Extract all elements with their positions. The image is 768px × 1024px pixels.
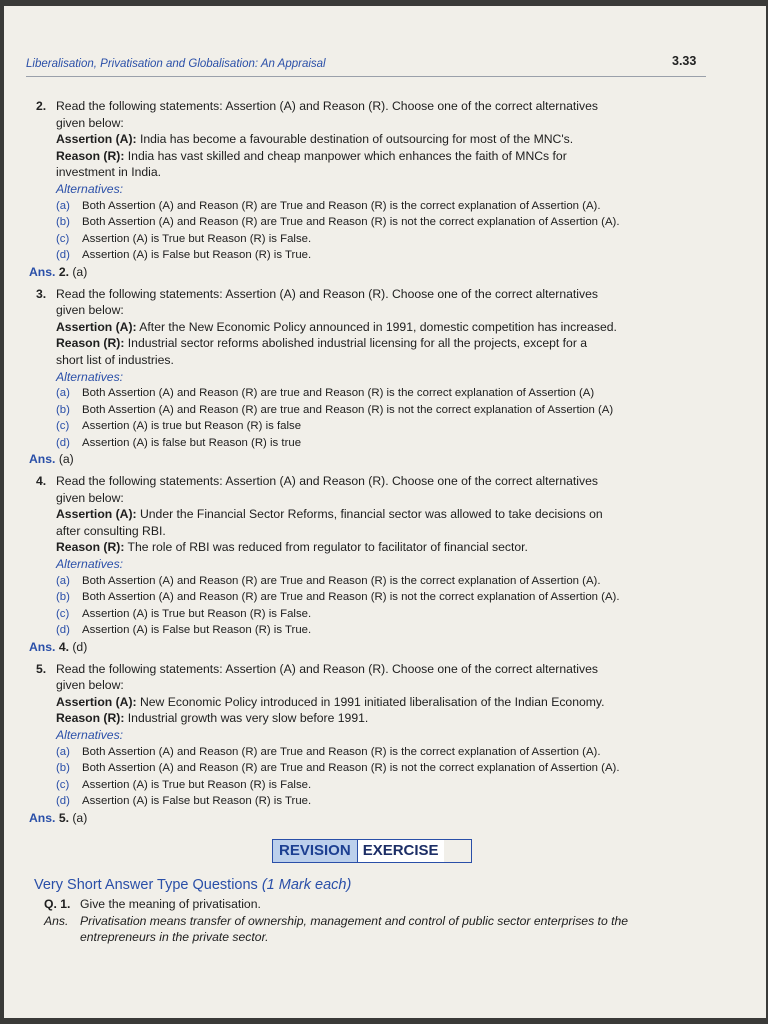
header-divider	[26, 76, 706, 77]
vs-answer-text-cont: entrepreneurs in the private sector.	[80, 930, 269, 945]
reason-line	[56, 335, 716, 352]
answer-number: 5.	[58, 810, 69, 825]
option-b	[56, 589, 716, 606]
option-letter: (a)	[56, 574, 70, 587]
reason-label: Reason (R):	[56, 148, 125, 163]
reason-text-cont: short list of industries.	[56, 352, 174, 367]
option-text: Both Assertion (A) and Reason (R) are True and Reason (R) is the correct explanation of Assertion (A).	[82, 199, 601, 212]
answer-value: (a)	[72, 264, 88, 279]
answer-value: (d)	[72, 640, 88, 654]
option-letter: (d)	[56, 249, 70, 262]
option-letter: (b)	[56, 216, 70, 229]
section-heading-text: Very Short Answer Type Questions	[34, 876, 262, 893]
option-d	[56, 435, 716, 452]
vs-answer-1	[44, 913, 716, 930]
assertion-text: New Economic Policy introduced in 1991 initiated liberalisation of the Indian Economy.	[136, 694, 605, 709]
question-number: 5.	[36, 661, 47, 676]
alternatives-heading: Alternatives:	[56, 727, 124, 742]
option-c	[56, 231, 716, 248]
option-text: Both Assertion (A) and Reason (R) are True and Reason (R) is not the correct explanation of Assertion (A).	[82, 216, 620, 229]
option-letter: (b)	[56, 403, 70, 416]
alternatives-heading: Alternatives:	[56, 557, 124, 572]
vs-answer-label: Ans.	[44, 913, 69, 928]
assertion-text: After the New Economic Policy announced in 1991, domestic competition has increased.	[136, 319, 617, 334]
assertion-label: Assertion (A):	[56, 132, 137, 147]
answer-label: Ans.	[29, 264, 56, 279]
reason-line	[56, 539, 716, 556]
option-text: Assertion (A) is False but Reason (R) is True.	[82, 795, 312, 808]
alternatives-heading: Alternatives:	[56, 181, 124, 196]
assertion-text: Under the Financial Sector Reforms, financial sector was allowed to take decisions on	[136, 507, 603, 522]
question-intro-line: given below:	[56, 303, 124, 318]
answer-number: 2.	[58, 264, 69, 279]
assertion-line	[56, 131, 716, 148]
answer-line	[29, 451, 716, 468]
option-letter: (c)	[56, 232, 70, 245]
question-intro-line: given below:	[56, 678, 124, 693]
question-intro-line: Read the following statements: Assertion (A) and Reason (R). Choose one of the correct alternatives	[56, 474, 598, 489]
question-intro-line: Read the following statements: Assertion (A) and Reason (R). Choose one of the correct alternatives	[56, 286, 598, 301]
option-letter: (c)	[56, 607, 70, 620]
question-intro-line: given below:	[56, 490, 124, 505]
option-letter: (c)	[56, 420, 70, 433]
option-text: Both Assertion (A) and Reason (R) are True and Reason (R) is not the correct explanation of Assertion (A).	[82, 591, 620, 604]
banner-exercise: EXERCISE	[358, 840, 444, 862]
reason-text: Industrial sector reforms abolished industrial licensing for all the projects, except for a	[124, 336, 588, 351]
option-a	[56, 198, 716, 215]
option-a	[56, 385, 716, 402]
option-text: Assertion (A) is False but Reason (R) is True.	[82, 249, 312, 262]
question-5	[30, 661, 716, 827]
option-letter: (a)	[56, 387, 70, 400]
reason-text: India has vast skilled and cheap manpower which enhances the faith of MNCs for	[124, 148, 567, 163]
answer-line	[29, 639, 716, 656]
assertion-text: India has become a favourable destination of outsourcing for most of the MNC's.	[136, 132, 574, 147]
assertion-label: Assertion (A):	[56, 319, 137, 334]
option-letter: (d)	[56, 795, 70, 808]
assertion-label: Assertion (A):	[56, 694, 137, 709]
answer-label: Ans.	[29, 452, 56, 467]
textbook-page	[4, 6, 766, 1018]
option-d	[56, 247, 716, 264]
revision-exercise-banner	[272, 839, 472, 863]
assertion-label: Assertion (A):	[56, 507, 137, 522]
option-text: Assertion (A) is True but Reason (R) is False.	[82, 778, 312, 791]
reason-text: The role of RBI was reduced from regulator to facilitator of financial sector.	[124, 540, 528, 555]
option-letter: (a)	[56, 199, 70, 212]
assertion-line	[56, 694, 716, 711]
option-letter: (b)	[56, 762, 70, 775]
answer-line	[29, 810, 716, 827]
question-4	[30, 473, 716, 656]
question-number: 2.	[36, 99, 47, 113]
answer-line	[29, 264, 716, 281]
option-c	[56, 606, 716, 623]
option-c	[56, 418, 716, 435]
answer-label: Ans.	[29, 810, 56, 825]
reason-line	[56, 710, 716, 727]
reason-line	[56, 148, 716, 165]
option-b	[56, 402, 716, 419]
question-intro-line: given below:	[56, 115, 124, 130]
question-intro-line: Read the following statements: Assertion (A) and Reason (R). Choose one of the correct alternatives	[56, 661, 598, 676]
answer-label: Ans.	[29, 640, 56, 654]
vs-question-text: Give the meaning of privatisation.	[80, 897, 261, 912]
option-text: Both Assertion (A) and Reason (R) are True and Reason (R) is not the correct explanation of Assertion (A).	[82, 762, 620, 775]
option-text: Assertion (A) is True but Reason (R) is False.	[82, 607, 312, 620]
option-text: Assertion (A) is True but Reason (R) is False.	[82, 232, 312, 245]
answer-number: 4.	[58, 640, 69, 654]
assertion-line	[56, 319, 716, 336]
option-text: Assertion (A) is False but Reason (R) is True.	[82, 624, 312, 637]
reason-text: Industrial growth was very slow before 1991.	[124, 711, 369, 726]
option-letter: (c)	[56, 778, 70, 791]
option-c	[56, 777, 716, 794]
question-2	[30, 98, 716, 281]
option-text: Both Assertion (A) and Reason (R) are True and Reason (R) is the correct explanation of Assertion (A).	[82, 574, 601, 587]
option-a	[56, 573, 716, 590]
running-header-title: Liberalisation, Privatisation and Globalisation: An Appraisal	[26, 58, 326, 70]
reason-text-cont: investment in India.	[56, 165, 162, 180]
alternatives-heading: Alternatives:	[56, 369, 124, 384]
option-letter: (d)	[56, 436, 70, 449]
option-b	[56, 760, 716, 777]
vs-answer-text: Privatisation means transfer of ownership, management and control of public sector enterprises to the	[80, 913, 629, 928]
option-d	[56, 622, 716, 639]
page-number: 3.33	[672, 54, 697, 68]
vs-question-label: Q. 1.	[44, 897, 71, 912]
banner-revision: REVISION	[273, 840, 358, 862]
section-heading-marks: (1 Mark each)	[261, 876, 352, 893]
section-heading	[34, 877, 716, 894]
question-number: 3.	[36, 286, 47, 301]
option-b	[56, 214, 716, 231]
reason-label: Reason (R):	[56, 540, 125, 555]
option-letter: (a)	[56, 745, 70, 758]
option-letter: (d)	[56, 624, 70, 637]
option-d	[56, 793, 716, 810]
question-number: 4.	[36, 474, 47, 489]
answer-value: (a)	[72, 810, 88, 825]
vs-question-1	[44, 896, 716, 913]
option-text: Both Assertion (A) and Reason (R) are true and Reason (R) is not the correct explanation of Assertion (A)	[82, 403, 614, 416]
option-a	[56, 744, 716, 761]
answer-value: (a)	[58, 452, 74, 467]
option-text: Both Assertion (A) and Reason (R) are True and Reason (R) is the correct explanation of Assertion (A).	[82, 745, 601, 758]
reason-label: Reason (R):	[56, 711, 125, 726]
page-content	[30, 98, 716, 946]
assertion-line	[56, 506, 716, 523]
option-text: Assertion (A) is false but Reason (R) is true	[82, 436, 302, 449]
question-intro-line: Read the following statements: Assertion (A) and Reason (R). Choose one of the correct alternatives	[56, 99, 598, 113]
question-3	[30, 286, 716, 469]
option-text: Both Assertion (A) and Reason (R) are true and Reason (R) is the correct explanation of Assertion (A)	[82, 387, 595, 400]
option-letter: (b)	[56, 591, 70, 604]
reason-label: Reason (R):	[56, 336, 125, 351]
option-text: Assertion (A) is true but Reason (R) is false	[82, 420, 302, 433]
assertion-text-cont: after consulting RBI.	[56, 523, 166, 538]
